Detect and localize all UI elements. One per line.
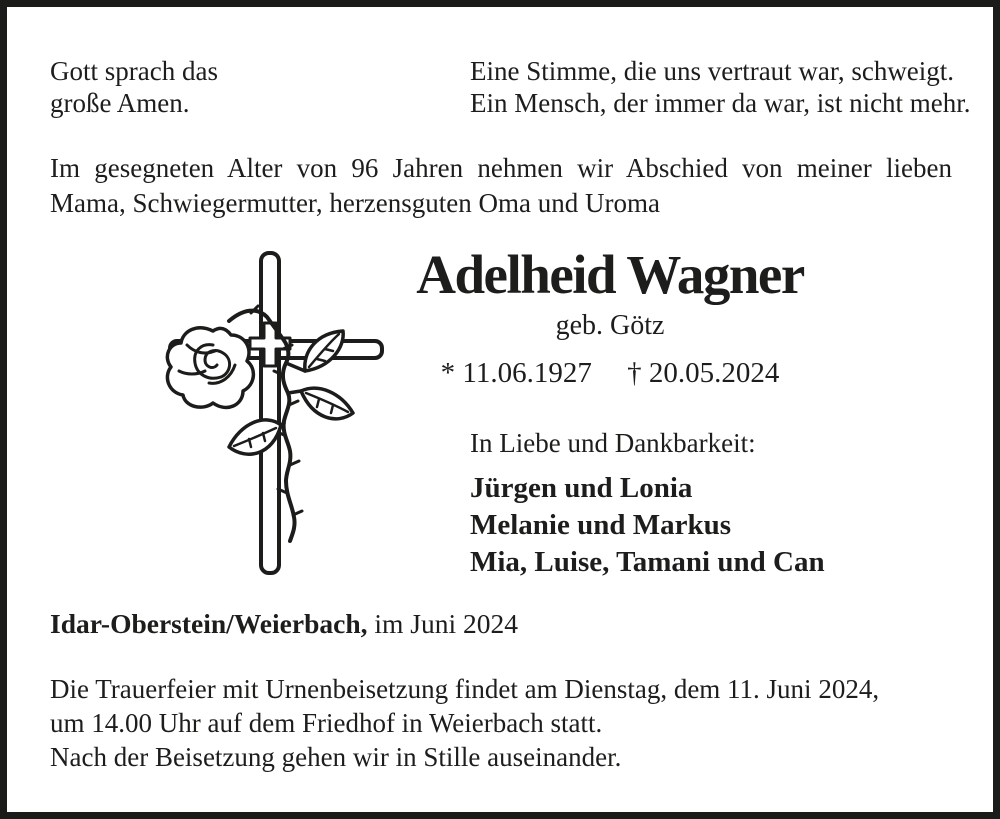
mourner-line: Jürgen und Lonia bbox=[470, 472, 693, 504]
intro-paragraph bbox=[50, 151, 952, 221]
verse-line: Ein Mensch, der immer da war, ist nicht mehr. bbox=[470, 88, 971, 118]
funeral-line: Die Trauerfeier mit Urnenbeisetzung findet am Dienstag, dem 11. Juni 2024, bbox=[50, 674, 880, 704]
cross-rose-illustration bbox=[133, 243, 413, 588]
notice-date: im Juni 2024 bbox=[374, 608, 518, 639]
funeral-info bbox=[50, 672, 879, 774]
rose-icon bbox=[167, 328, 253, 408]
funeral-line: Nach der Beisetzung gehen wir in Stille auseinander. bbox=[50, 742, 622, 772]
intro-line: Im gesegneten Alter von 96 Jahren nehmen wir Abschied von meiner lieben bbox=[50, 153, 952, 183]
opening-verse-right bbox=[470, 55, 971, 119]
opening-verse-left bbox=[50, 55, 218, 119]
verse-line: große Amen. bbox=[50, 88, 190, 118]
verse-line: Eine Stimme, die uns vertraut war, schweigt. bbox=[470, 56, 955, 86]
verse-line: Gott sprach das bbox=[50, 56, 218, 86]
deceased-block bbox=[400, 246, 820, 390]
deceased-name: Adelheid Wagner bbox=[416, 244, 804, 305]
mourner-line: Melanie und Markus bbox=[470, 509, 732, 541]
death-date: † 20.05.2024 bbox=[627, 357, 780, 389]
intro-line: Mama, Schwiegermutter, herzensguten Oma und Uroma bbox=[50, 188, 660, 218]
maiden-name: geb. Götz bbox=[555, 310, 665, 341]
mourner-line: Mia, Luise, Tamani und Can bbox=[470, 546, 825, 578]
place-date-line bbox=[50, 608, 518, 640]
mourners-list bbox=[470, 470, 825, 581]
farewell-heading: In Liebe und Dankbarkeit: bbox=[470, 428, 756, 458]
birth-date: * 11.06.1927 bbox=[440, 357, 592, 389]
life-dates bbox=[400, 357, 820, 390]
place-name: Idar-Oberstein/Weierbach, bbox=[50, 608, 368, 639]
funeral-line: um 14.00 Uhr auf dem Friedhof in Weierbach statt. bbox=[50, 708, 603, 738]
